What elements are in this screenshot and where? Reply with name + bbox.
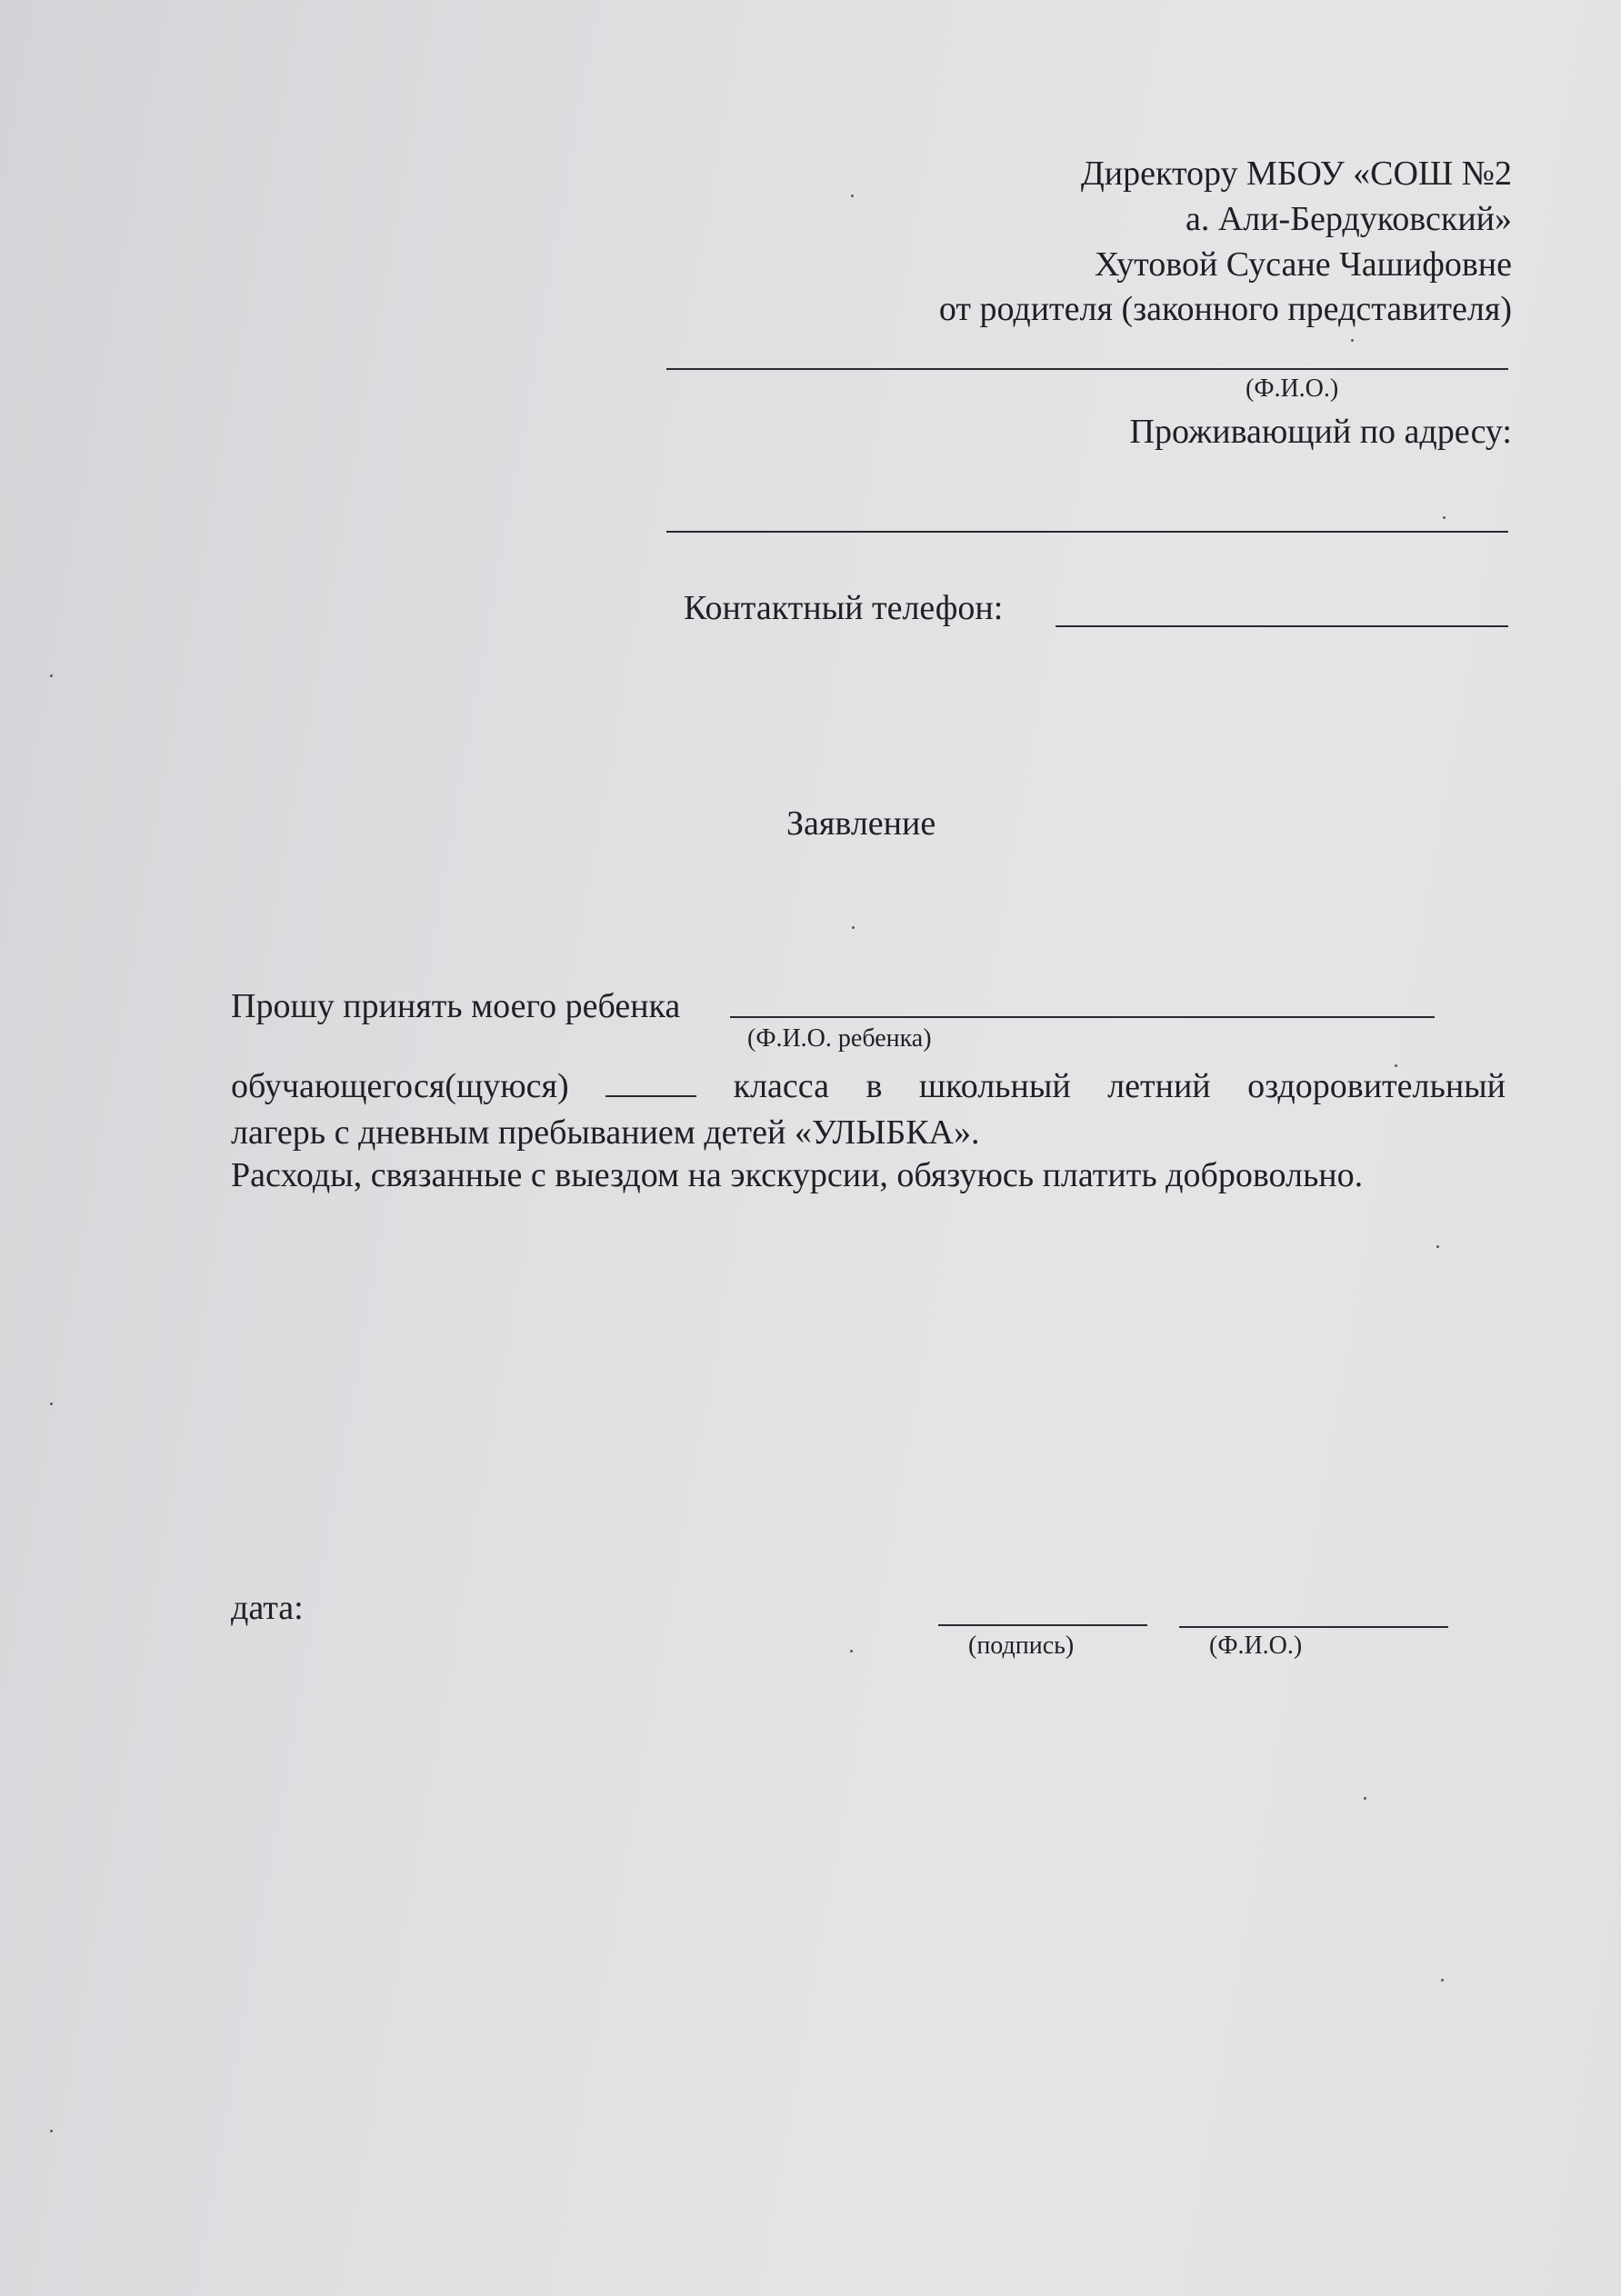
class-number-blank[interactable] (605, 1070, 696, 1097)
paper-speck (50, 674, 53, 677)
camp-line: лагерь с дневным пребыванием детей «УЛЫБКА». (231, 1113, 980, 1152)
address-label: Проживающий по адресу: (1129, 413, 1512, 451)
request-text: Прошу принять моего ребенка (231, 987, 681, 1025)
date-label: дата: (231, 1589, 304, 1627)
child-name-blank[interactable] (730, 1016, 1435, 1018)
signer-name-blank[interactable] (1179, 1626, 1448, 1628)
expenses-line: Расходы, связанные с выездом на экскурсии, обязуюсь платить добровольно. (231, 1156, 1364, 1194)
parent-name-blank[interactable] (666, 368, 1508, 370)
address-blank[interactable] (666, 531, 1508, 533)
paper-speck (1395, 1064, 1397, 1067)
enrollment-paragraph (231, 1065, 1506, 1108)
paper-speck (50, 2130, 53, 2132)
header-addressee-line2: а. Али-Бердуковский» (1185, 200, 1512, 238)
header-director-name: Хутовой Сусане Чашифовне (1095, 245, 1512, 284)
phone-blank[interactable] (1056, 625, 1508, 627)
class-suffix: класса в школьный летний оздоровительный (733, 1067, 1506, 1105)
signer-name-caption: (Ф.И.О.) (1209, 1632, 1303, 1660)
paper-speck (852, 926, 855, 929)
paper-speck (851, 195, 854, 197)
document-title: Заявление (786, 804, 936, 843)
class-prefix: обучающегося(щуюся) (231, 1067, 569, 1105)
paper-speck (850, 1650, 853, 1652)
header-from-parent: от родителя (законного представителя) (938, 290, 1512, 328)
parent-name-caption: (Ф.И.О.) (1246, 374, 1339, 403)
header-addressee-line1: Директору МБОУ «СОШ №2 (1080, 155, 1512, 193)
paper-speck (1351, 339, 1354, 342)
paper-speck (50, 1403, 53, 1405)
paper-speck (1443, 516, 1446, 519)
signature-caption: (подпись) (968, 1632, 1075, 1660)
phone-label: Контактный телефон: (684, 589, 1004, 627)
paper-speck (1436, 1245, 1439, 1248)
child-name-caption: (Ф.И.О. ребенка) (747, 1024, 932, 1053)
paper-speck (1441, 1979, 1444, 1982)
signature-blank[interactable] (938, 1624, 1147, 1626)
paper-speck (1364, 1797, 1366, 1800)
